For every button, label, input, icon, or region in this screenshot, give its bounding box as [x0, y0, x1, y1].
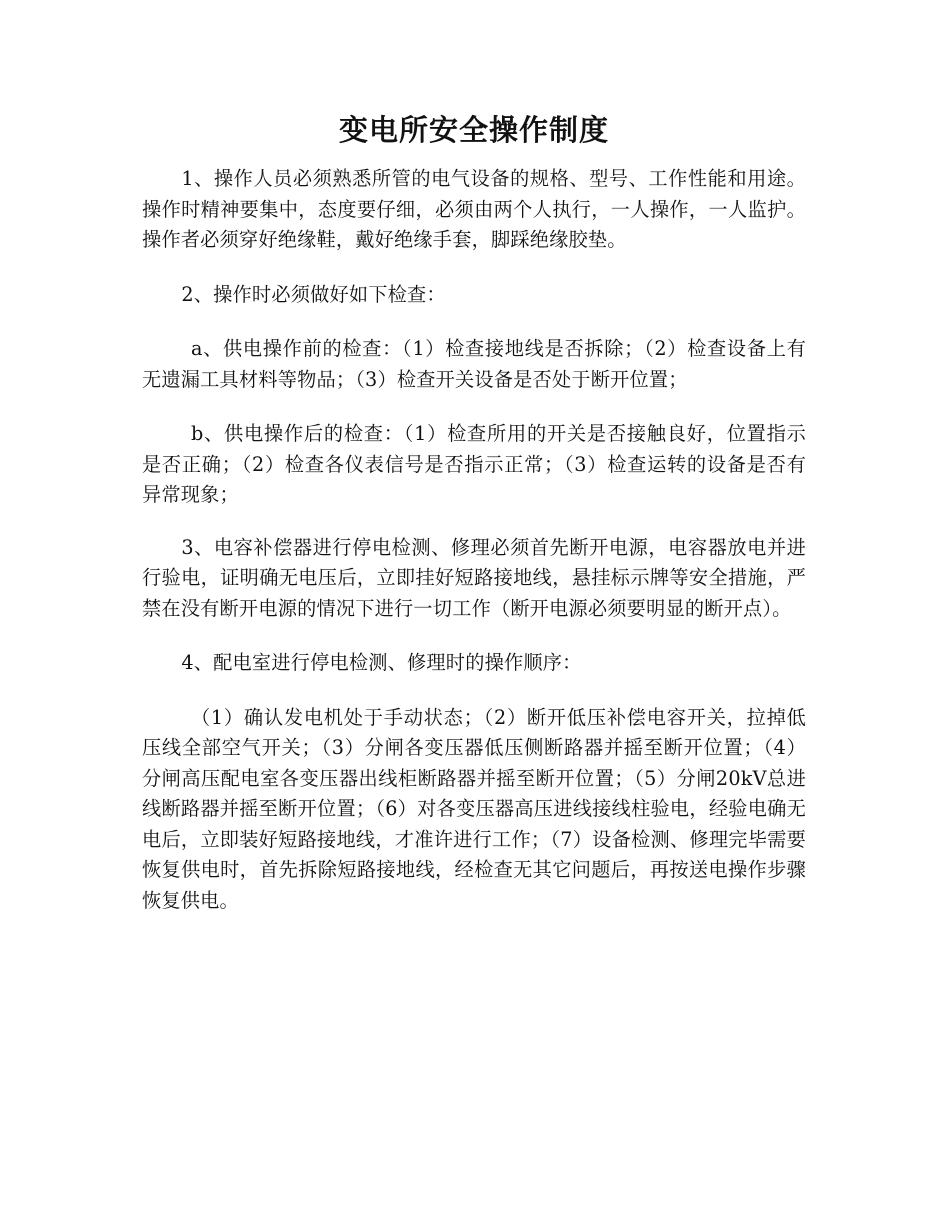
paragraph-4: 4、配电室进行停电检测、修理时的操作顺序：: [181, 651, 582, 674]
document-page: [142, 108, 806, 916]
paragraph-1: 1、操作人员必须熟悉所管的电气设备的规格、型号、工作性能和用途。操作时精神要集中，态度要仔细，必须由两个人执行，一人操作，一人监护。操作者必须穿好绝缘鞋，戴好绝缘手套，脚踩绝缘胶垫。: [142, 167, 806, 251]
paragraph-3: 3、电容补偿器进行停电检测、修理必须首先断开电源，电容器放电并进行验电，证明确无电压后，立即挂好短路接地线，悬挂标示牌等安全措施，严禁在没有断开电源的情况下进行一切工作（断开电源必须要明显的断开点）。: [142, 535, 806, 620]
paragraph-4-steps: （1）确认发电机处于手动状态；（2）断开低压补偿电容开关，拉掉低压线全部空气开关；（3）分闸各变压器低压侧断路器并摇至断开位置；（4）分闸高压配电室各变压器出线柜断路器并摇至断开位置；（5）分闸20kV总进线断路器并摇至断开位置；（6）对各变压器高压进线接线柱验电，经验电确无电后，立即装好短路接地线，才准许进行工作；（7）设备检测、修理完毕需要恢复供电时，首先拆除短路接地线，经检查无其它问题后，再按送电操作步骤恢复供电。: [142, 705, 806, 912]
paragraph-2: 2、操作时必须做好如下检查：: [181, 282, 446, 306]
paragraph-2b: b、供电操作后的检查：（1）检查所用的开关是否接触良好，位置指示是否正确；（2）检查各仪表信号是否指示正常；（3）检查运转的设备是否有异常现象；: [142, 422, 806, 506]
paragraph-2a: a、供电操作前的检查：（1）检查接地线是否拆除；（2）检查设备上有无遗漏工具材料等物品；（3）检查开关设备是否处于断开位置；: [142, 337, 806, 391]
document-title: 变电所安全操作制度: [338, 113, 609, 147]
